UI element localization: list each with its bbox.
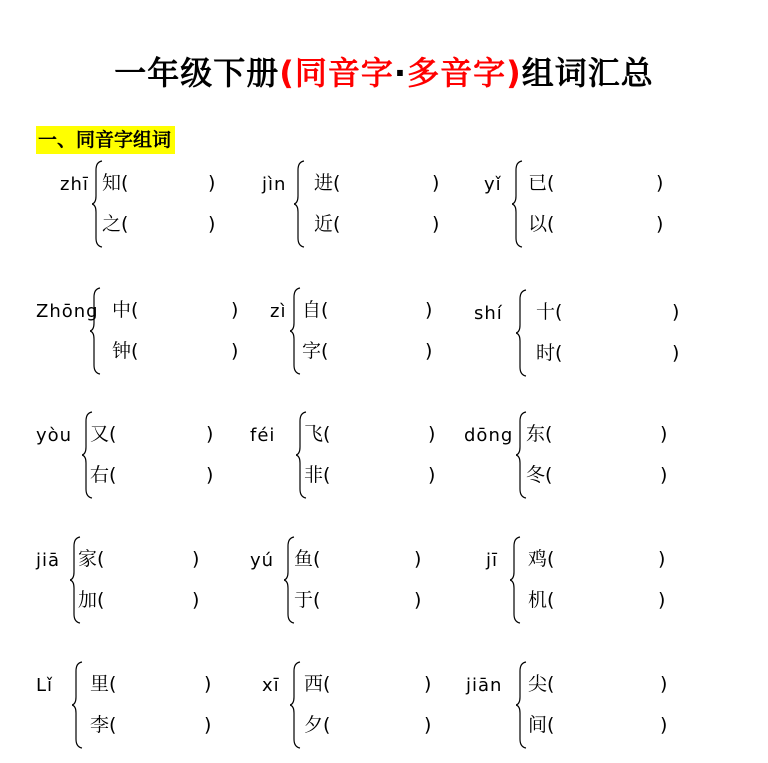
close-paren: ) — [231, 299, 239, 321]
open-paren: ( — [547, 589, 555, 611]
word-group — [464, 411, 680, 503]
hanzi-character: 中 — [112, 299, 132, 321]
word-entry — [90, 671, 218, 697]
close-paren: ) — [192, 548, 200, 570]
close-paren: ) — [208, 172, 216, 194]
open-paren: ( — [547, 714, 555, 736]
word-entry — [90, 421, 220, 447]
open-paren: ( — [97, 589, 105, 611]
close-paren: ) — [206, 464, 214, 486]
hanzi-character: 右 — [90, 464, 110, 486]
word-entry — [294, 546, 428, 572]
word-entry — [302, 297, 439, 323]
open-paren: ( — [313, 548, 321, 570]
brace-icon — [290, 287, 302, 375]
pinyin-label: Zhōng — [36, 301, 99, 322]
open-paren: ( — [547, 172, 555, 194]
open-paren: ( — [109, 423, 117, 445]
close-paren: ) — [660, 673, 668, 695]
word-entry — [302, 338, 439, 364]
close-paren: ) — [231, 340, 239, 362]
hanzi-character: 西 — [304, 673, 324, 695]
word-entry — [78, 587, 206, 613]
pinyin-label: jī — [486, 550, 499, 571]
open-paren: ( — [545, 423, 553, 445]
open-paren: ( — [109, 464, 117, 486]
hanzi-character: 尖 — [528, 673, 548, 695]
hanzi-character: 知 — [102, 172, 122, 194]
open-paren: ( — [545, 464, 553, 486]
brace-icon — [290, 661, 302, 749]
open-paren: ( — [313, 589, 321, 611]
open-paren: ( — [323, 423, 331, 445]
word-entry — [314, 170, 446, 196]
hanzi-character: 钟 — [112, 340, 132, 362]
hanzi-character: 时 — [536, 342, 556, 364]
word-group — [474, 289, 692, 381]
hanzi-character: 鱼 — [294, 548, 314, 570]
open-paren: ( — [333, 172, 341, 194]
word-entry — [304, 671, 438, 697]
open-paren: ( — [323, 673, 331, 695]
brace-icon — [516, 289, 528, 377]
close-paren: ) — [206, 423, 214, 445]
close-paren: ) — [672, 301, 680, 323]
open-paren: ( — [547, 213, 555, 235]
hanzi-character: 鸡 — [528, 548, 548, 570]
hanzi-character: 家 — [78, 548, 98, 570]
pinyin-label: dōng — [464, 425, 514, 446]
open-paren: ( — [323, 714, 331, 736]
open-paren: ( — [333, 213, 341, 235]
pinyin-label: zhī — [60, 174, 89, 195]
hanzi-character: 进 — [314, 172, 334, 194]
word-entry — [528, 587, 672, 613]
pinyin-label: jiān — [466, 675, 503, 696]
word-entry — [304, 462, 442, 488]
open-paren: ( — [321, 299, 329, 321]
hanzi-character: 东 — [526, 423, 546, 445]
open-paren: ( — [131, 299, 139, 321]
close-paren: ) — [414, 548, 422, 570]
close-paren: ) — [432, 213, 440, 235]
close-paren: ) — [660, 714, 668, 736]
word-entry — [536, 299, 686, 325]
word-group — [262, 160, 452, 252]
hanzi-character: 近 — [314, 213, 334, 235]
word-group — [60, 160, 228, 252]
hanzi-character: 飞 — [304, 423, 324, 445]
word-entry — [314, 211, 446, 237]
word-group — [262, 661, 444, 753]
hanzi-character: 自 — [302, 299, 322, 321]
open-paren: ( — [547, 673, 555, 695]
close-paren: ) — [424, 673, 432, 695]
brace-icon — [294, 160, 306, 248]
open-paren: ( — [321, 340, 329, 362]
word-entry — [536, 340, 686, 366]
close-paren: ) — [424, 714, 432, 736]
word-entry — [90, 712, 218, 738]
open-paren: ( — [555, 301, 563, 323]
hanzi-character: 李 — [90, 714, 110, 736]
word-group — [36, 661, 224, 753]
title-dot: · — [393, 54, 408, 92]
open-paren: ( — [109, 673, 117, 695]
brace-icon — [510, 536, 522, 624]
brace-icon — [90, 287, 102, 375]
brace-icon — [72, 661, 84, 749]
page-title — [0, 48, 768, 94]
brace-icon — [512, 160, 524, 248]
open-paren: ( — [555, 342, 563, 364]
word-entry — [304, 712, 438, 738]
word-group — [36, 287, 251, 379]
hanzi-character: 又 — [90, 423, 110, 445]
word-group — [270, 287, 445, 379]
close-paren: ) — [425, 299, 433, 321]
hanzi-character: 于 — [294, 589, 314, 611]
open-paren: ( — [121, 213, 129, 235]
pinyin-label: xī — [262, 675, 280, 696]
open-paren: ( — [97, 548, 105, 570]
pinyin-label: yú — [250, 550, 275, 571]
close-paren: ) — [414, 589, 422, 611]
open-paren: ( — [131, 340, 139, 362]
word-entry — [102, 211, 222, 237]
pinyin-label: yǐ — [484, 174, 502, 195]
open-paren: ( — [547, 548, 555, 570]
word-entry — [112, 338, 245, 364]
close-paren: ) — [432, 172, 440, 194]
word-entry — [78, 546, 206, 572]
title-part-2: (同音字 — [279, 54, 394, 92]
word-entry — [528, 170, 670, 196]
hanzi-character: 非 — [304, 464, 324, 486]
word-group — [486, 536, 678, 628]
close-paren: ) — [660, 423, 668, 445]
close-paren: ) — [428, 423, 436, 445]
pinyin-label: jiā — [36, 550, 61, 571]
close-paren: ) — [672, 342, 680, 364]
hanzi-character: 之 — [102, 213, 122, 235]
word-entry — [304, 421, 442, 447]
hanzi-character: 机 — [528, 589, 548, 611]
word-group — [36, 411, 226, 503]
section-heading: 一、同音字组词 — [36, 126, 175, 154]
word-group — [484, 160, 676, 252]
open-paren: ( — [121, 172, 129, 194]
word-entry — [102, 170, 222, 196]
word-entry — [112, 297, 245, 323]
close-paren: ) — [660, 464, 668, 486]
word-group — [250, 411, 448, 503]
title-part-4: 组词汇总 — [521, 54, 654, 92]
word-group — [36, 536, 212, 628]
hanzi-character: 以 — [528, 213, 548, 235]
close-paren: ) — [425, 340, 433, 362]
open-paren: ( — [109, 714, 117, 736]
close-paren: ) — [192, 589, 200, 611]
pinyin-label: jìn — [262, 174, 287, 195]
open-paren: ( — [323, 464, 331, 486]
word-entry — [526, 421, 674, 447]
hanzi-character: 十 — [536, 301, 556, 323]
pinyin-label: yòu — [36, 425, 73, 446]
word-group — [250, 536, 434, 628]
close-paren: ) — [204, 673, 212, 695]
brace-icon — [516, 661, 528, 749]
word-entry — [528, 712, 674, 738]
title-part-1: 一年级下册 — [114, 54, 280, 92]
close-paren: ) — [656, 172, 664, 194]
word-entry — [528, 546, 672, 572]
close-paren: ) — [658, 589, 666, 611]
close-paren: ) — [204, 714, 212, 736]
hanzi-character: 已 — [528, 172, 548, 194]
word-group — [466, 661, 680, 753]
close-paren: ) — [658, 548, 666, 570]
pinyin-label: shí — [474, 303, 503, 324]
close-paren: ) — [656, 213, 664, 235]
hanzi-character: 加 — [78, 589, 98, 611]
title-part-3: 多音字) — [407, 54, 522, 92]
word-entry — [294, 587, 428, 613]
word-entry — [90, 462, 220, 488]
close-paren: ) — [428, 464, 436, 486]
close-paren: ) — [208, 213, 216, 235]
word-entry — [528, 211, 670, 237]
pinyin-label: féi — [250, 425, 276, 446]
hanzi-character: 间 — [528, 714, 548, 736]
hanzi-character: 夕 — [304, 714, 324, 736]
hanzi-character: 冬 — [526, 464, 546, 486]
hanzi-character: 里 — [90, 673, 110, 695]
hanzi-character: 字 — [302, 340, 322, 362]
pinyin-label: zì — [270, 301, 287, 322]
pinyin-label: Lǐ — [36, 675, 54, 696]
word-entry — [528, 671, 674, 697]
word-entry — [526, 462, 674, 488]
